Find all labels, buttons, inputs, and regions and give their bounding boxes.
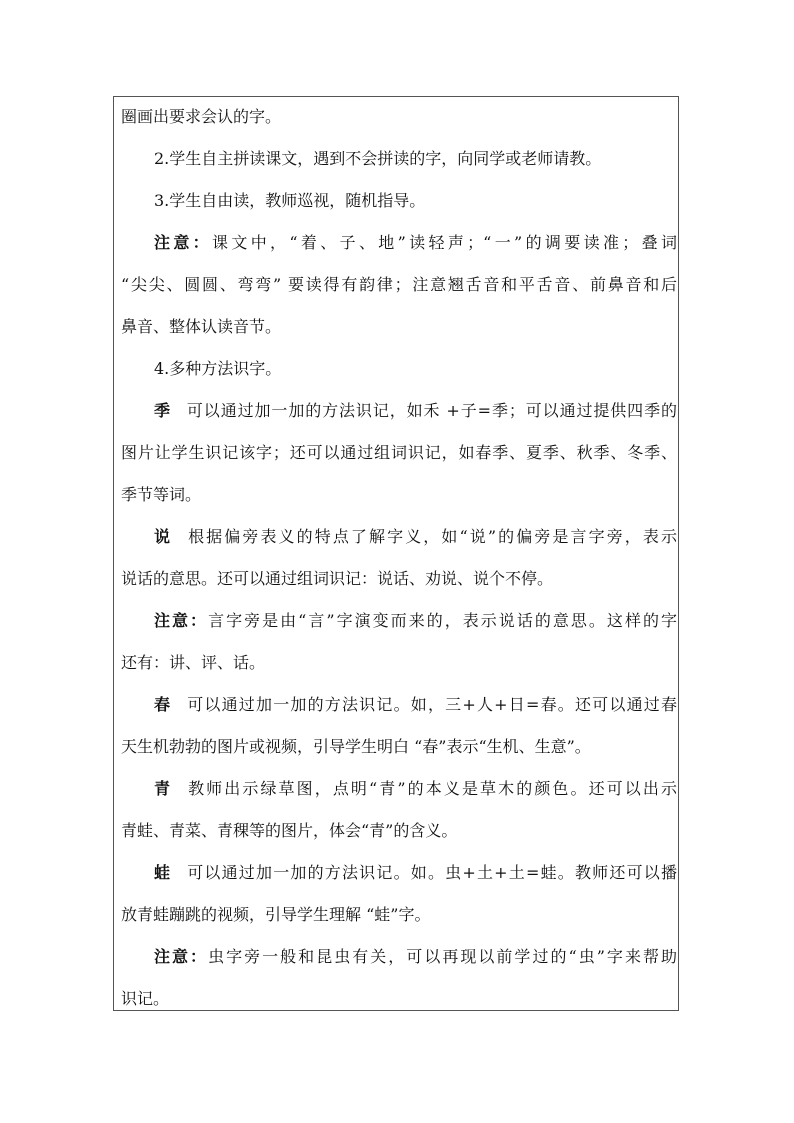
line-text: 教师出示绿草图，点明“青”的本义是草木的颜色。还可以出示: [188, 779, 677, 798]
text-line: [121, 940, 677, 982]
line-text: 4.多种方法识字。: [154, 359, 282, 378]
note-label: 注意：: [154, 947, 209, 966]
text-line: [121, 352, 677, 394]
text-line: [121, 268, 677, 310]
text-line: [121, 226, 677, 268]
text-line: [121, 856, 677, 898]
line-text: 放青蛙蹦跳的视频，引导学生理解 “蛙”字。: [121, 905, 431, 924]
line-text: 可以通过加一加的方法识记。如，三+人+日=春。还可以通过春: [187, 695, 677, 714]
text-line: [121, 142, 677, 184]
character-label: 季: [154, 401, 171, 420]
character-label: 春: [154, 695, 172, 714]
line-text: 识记。: [121, 989, 170, 1008]
line-text: 言字旁是由“言”字演变而来的，表示说话的意思。这样的字: [208, 611, 677, 630]
text-line: [121, 520, 677, 562]
character-label: 蛙: [154, 863, 172, 882]
text-line: [121, 730, 677, 772]
line-text: 根据偏旁表义的特点了解字义，如“说”的偏旁是言字旁，表示: [188, 527, 677, 546]
text-line: [121, 898, 677, 940]
text-line: [121, 184, 677, 226]
text-line: [121, 982, 677, 1024]
line-text: 圈画出要求会认的字。: [121, 107, 282, 126]
line-text: 可以通过加一加的方法识记，如禾 +子=季；可以通过提供四季的: [186, 401, 677, 420]
line-text: 鼻音、整体认读音节。: [121, 317, 282, 336]
text-line: [121, 394, 677, 436]
character-label: 青: [154, 779, 173, 798]
line-text: 2.学生自主拼读课文，遇到不会拼读的字，向同学或老师请教。: [154, 149, 602, 168]
text-line: [121, 478, 677, 520]
note-label: 注意：: [154, 611, 209, 630]
line-text: 季节等词。: [121, 485, 202, 504]
text-line: [121, 310, 677, 352]
text-line: [121, 562, 677, 604]
line-text: 还有：讲、评、话。: [121, 653, 266, 672]
text-line: [121, 646, 677, 688]
text-line: [121, 814, 677, 856]
text-line: [121, 688, 677, 730]
line-text: 图片让学生识记该字；还可以通过组词识记，如春季、夏季、秋季、冬季、: [121, 443, 677, 462]
line-text: 说话的意思。还可以通过组词识记：说话、劝说、说个不停。: [121, 569, 554, 588]
note-label: 注意：: [154, 233, 213, 252]
line-text: 天生机勃勃的图片或视频，引导学生明白 “春”表示“生机、生意”。: [121, 737, 591, 756]
text-line: [121, 100, 677, 142]
line-text: “尖尖、圆圆、弯弯” 要读得有韵律；注意翘舌音和平舌音、前鼻音和后: [121, 275, 677, 294]
character-label: 说: [154, 527, 173, 546]
text-line: [121, 436, 677, 478]
line-text: 虫字旁一般和昆虫有关，可以再现以前学过的“虫”字来帮助: [208, 947, 677, 966]
line-text: 3.学生自由读，教师巡视，随机指导。: [154, 191, 426, 210]
text-line: [121, 604, 677, 646]
lesson-content: [121, 100, 677, 1024]
line-text: 青蛙、青菜、青稞等的图片，体会“青”的含义。: [121, 821, 458, 840]
line-text: 可以通过加一加的方法识记。如。虫+土+土=蛙。教师还可以播: [187, 863, 677, 882]
text-line: [121, 772, 677, 814]
line-text: 课文中，“着、子、地”读轻声；“一”的调要读准；叠词: [212, 233, 677, 252]
